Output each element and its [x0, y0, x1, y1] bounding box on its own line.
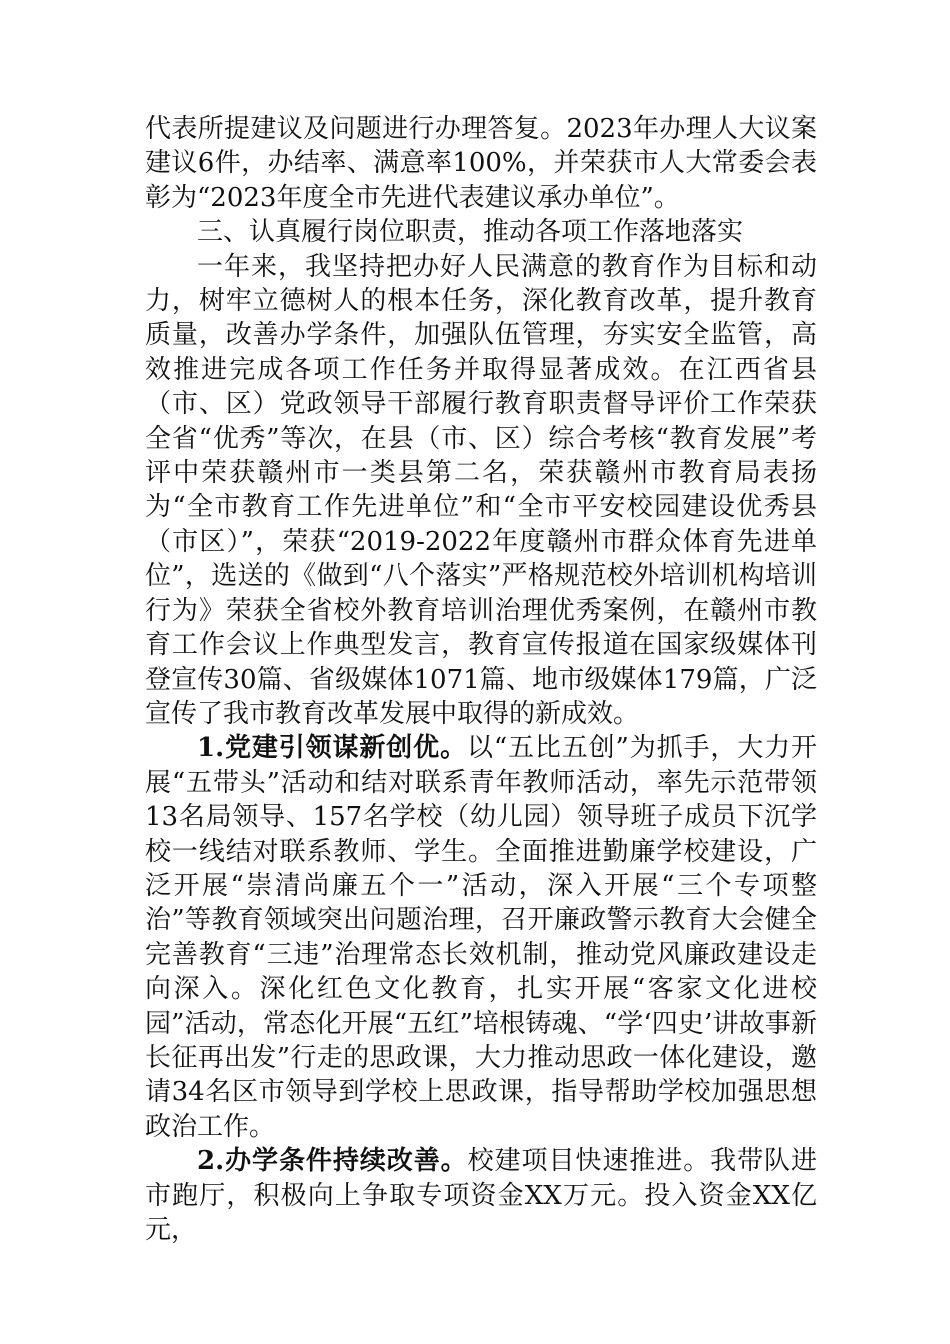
paragraph-3-body: 以“五比五创”为抓手，大力开展“五带头”活动和结对联系青年教师活动，率先示范带领13名局领导、157名学校（幼儿园）领导班子成员下沉学校一线结对联系教师、学生。全面推进勤廉学校建设，广泛开展“崇清尚廉五个一”活动，深入开展“三个专项整治”等教育领域突出问题治理，召开廉政警示教育大会健全完善教育“三违”治理常态长效机制，推动党风廉政建设走向深入。深化红色文化教育，扎实开展“客家文化进校园”活动，常态化开展“五红”培根铸魂、“学‘四史’讲故事新长征再出发”行走的思政课，大力推动思政一体化建设，邀请34名区市领导到学校上思政课，指导帮助学校加强思想政治工作。 — [145, 733, 817, 1142]
document-body — [145, 112, 817, 1247]
paragraph-4 — [145, 1144, 817, 1247]
paragraph-3-lead: 1.党建引领谋新创优。 — [197, 733, 467, 764]
paragraph-3 — [145, 731, 817, 1144]
section-heading-3: 三、认真履行岗位职责，推动各项工作落地落实 — [197, 217, 744, 248]
paragraph-4-body: 校建项目快速推进。我带队进市跑厅，积极向上争取专项资金XX万元。投入资金XX亿元， — [145, 1146, 817, 1245]
paragraph-1: 代表所提建议及问题进行办理答复。2023年办理人大议案建议6件，办结率、满意率100%，并荣获市人大常委会表彰为“2023年度全市先进代表建议承办单位”。 — [145, 114, 817, 213]
paragraph-4-lead: 2.办学条件持续改善。 — [197, 1146, 468, 1177]
paragraph-2: 一年来，我坚持把办好人民满意的教育作为目标和动力，树牢立德树人的根本任务，深化教育改革，提升教育质量，改善办学条件，加强队伍管理，夯实安全监管，高效推进完成各项工作任务并取得显著成效。在江西省县（市、区）党政领导干部履行教育职责督导评价工作荣获全省“优秀”等次，在县（市、区）综合考核“教育发展”考评中荣获赣州市一类县第二名，荣获赣州市教育局表扬为“全市教育工作先进单位”和“全市平安校园建设优秀县（市区）”，荣获“2019-2022年度赣州市群众体育先进单位”，选送的《做到“八个落实”严格规范校外培训机构培训行为》荣获全省校外教育培训治理优秀案例，在赣州市教育工作会议上作典型发言，教育宣传报道在国家级媒体刊登宣传30篇、省级媒体1071篇、地市级媒体179篇，广泛宣传了我市教育改革发展中取得的新成效。 — [145, 251, 817, 729]
